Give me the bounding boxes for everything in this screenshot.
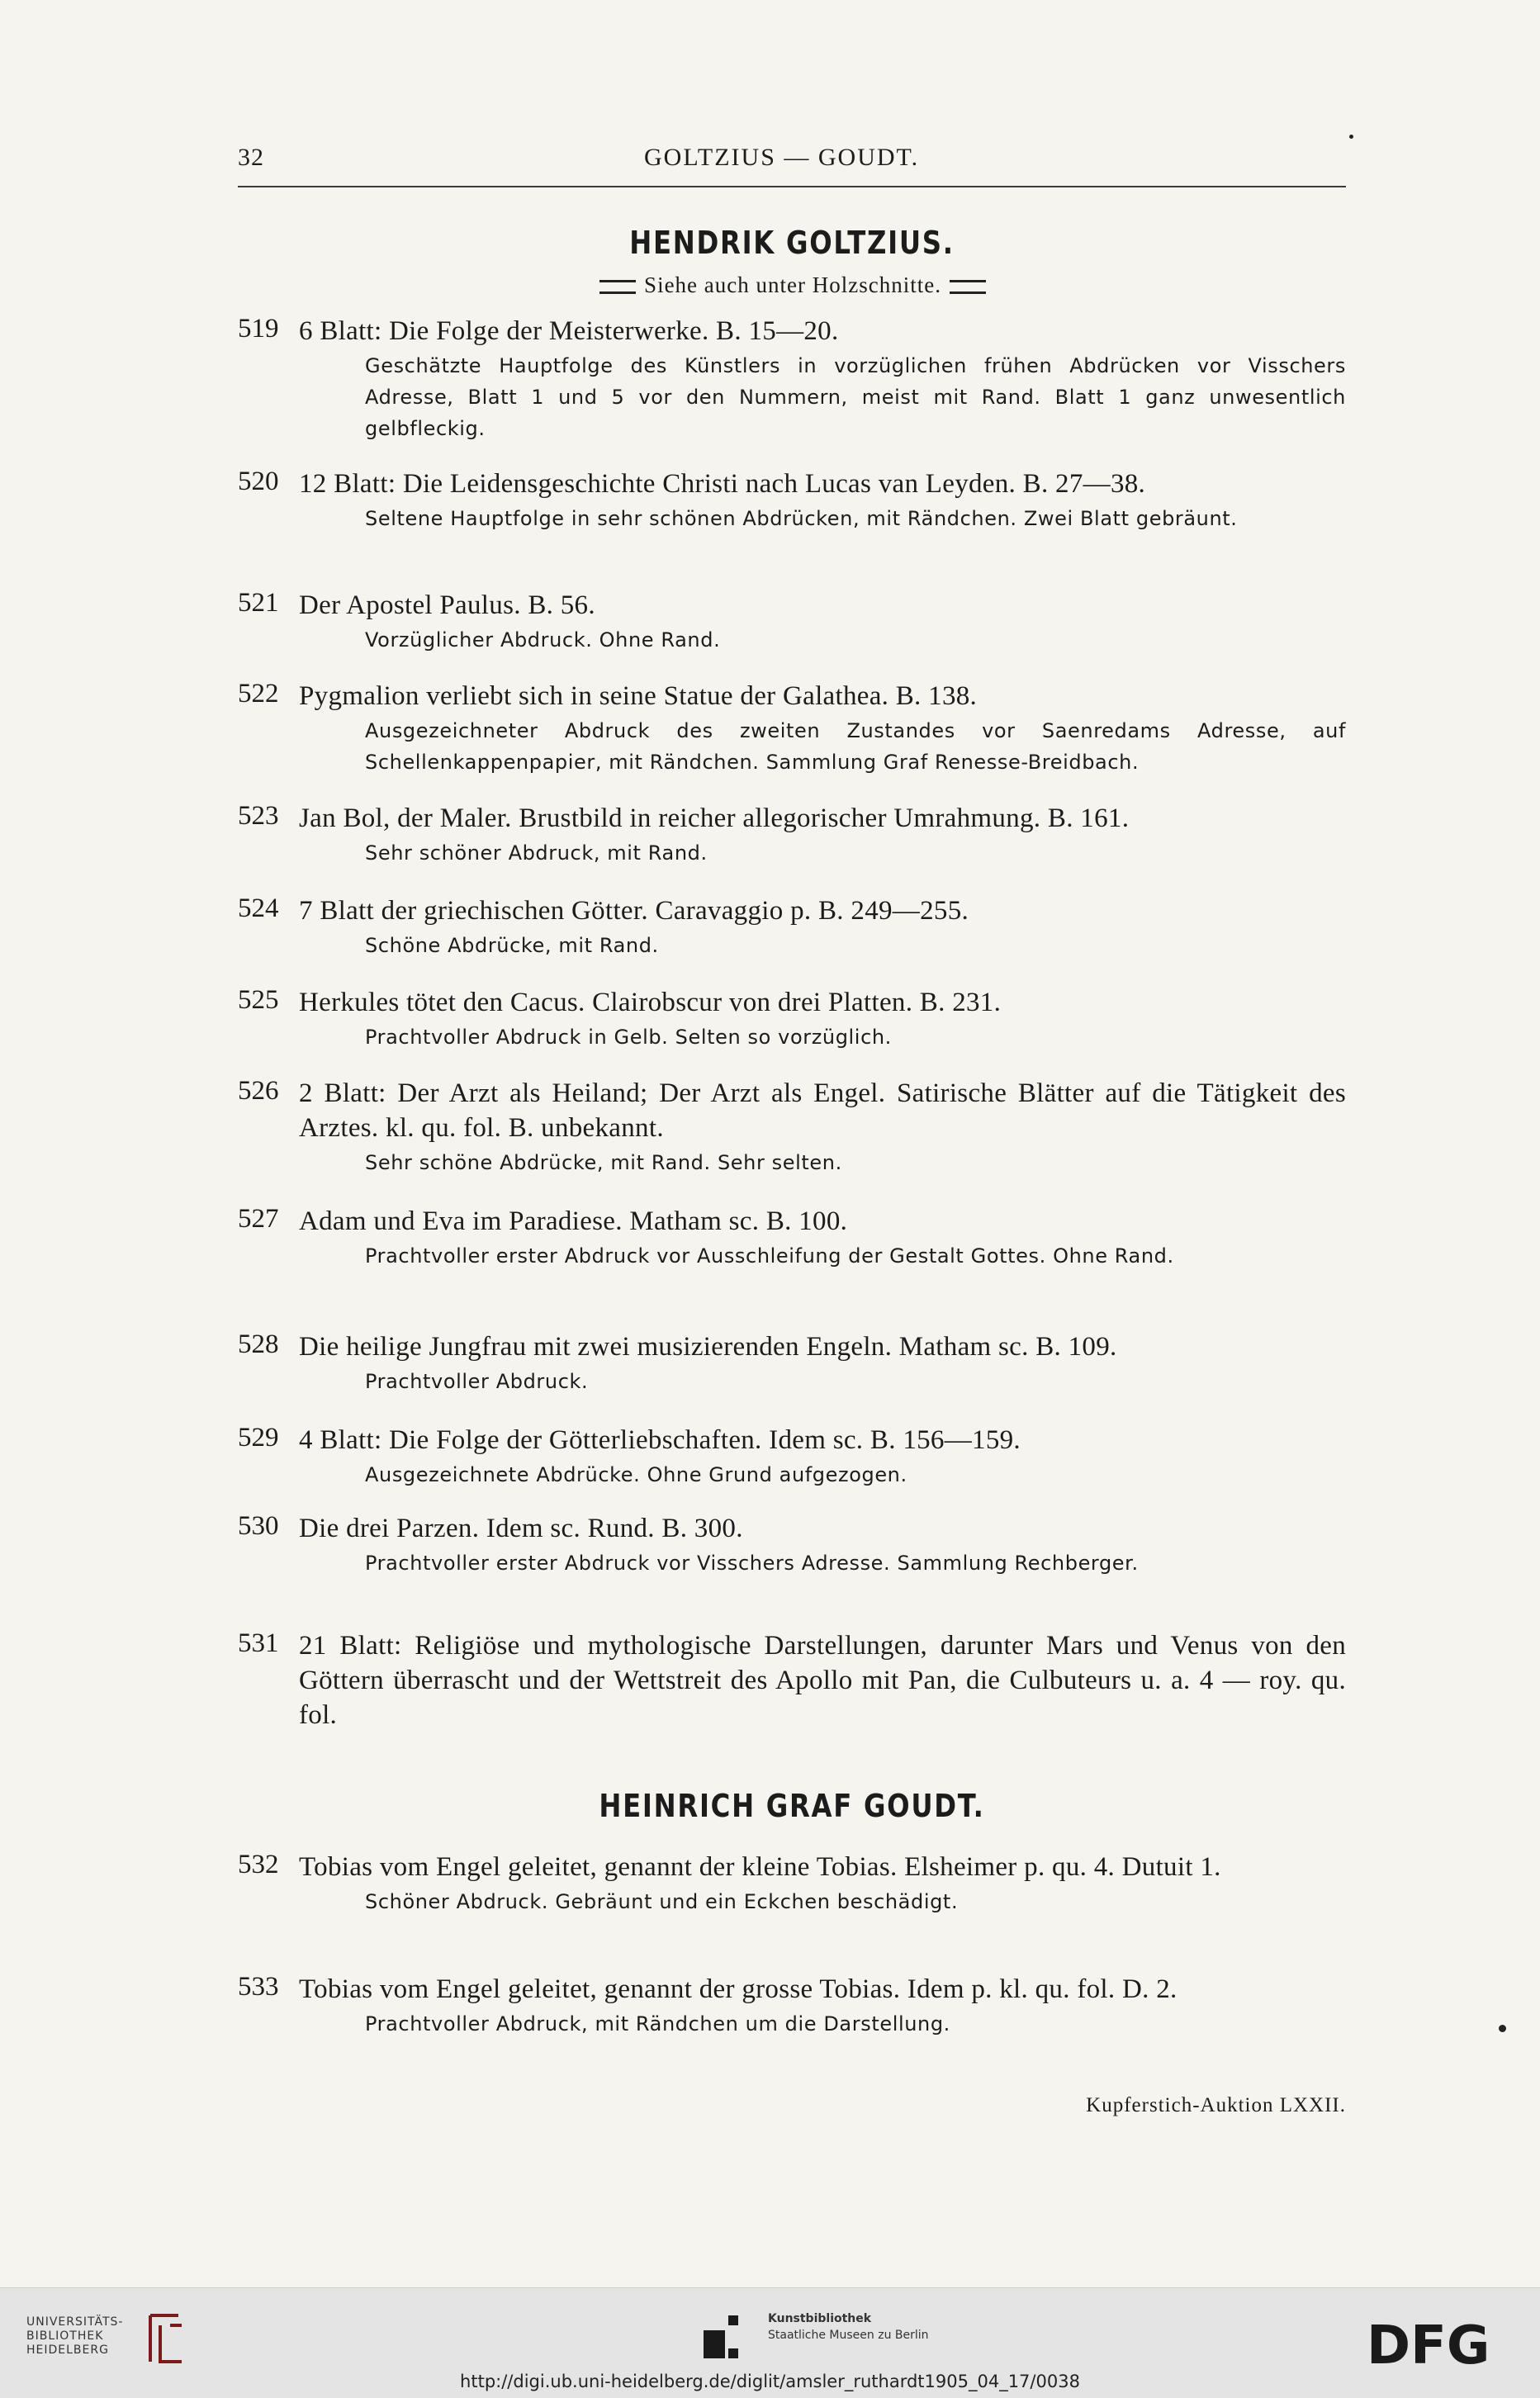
entry-title: Tobias vom Engel geleitet, genannt der kleine Tobias. Elsheimer p. qu. 4. Dutuit 1. bbox=[299, 1852, 1221, 1882]
note-bar-right bbox=[950, 280, 986, 294]
header-rule bbox=[238, 186, 1346, 187]
heidelberg-line: HEIDELBERG bbox=[26, 2344, 109, 2357]
entry-title: 12 Blatt: Die Leidensgeschichte Christi nach Lucas van Leyden. B. 27—38. bbox=[299, 469, 1146, 499]
catalog-entry bbox=[238, 893, 1346, 961]
section-title-goltzius: HENDRIK GOLTZIUS. bbox=[629, 225, 955, 261]
entry-title: 6 Blatt: Die Folge der Meisterwerke. B. 15—20. bbox=[299, 316, 839, 346]
entry-title: 7 Blatt der griechischen Götter. Caravaggio p. B. 249—255. bbox=[299, 896, 969, 926]
page-number: 32 bbox=[238, 144, 264, 171]
catalog-entry bbox=[238, 985, 1346, 1053]
catalog-entry bbox=[238, 1628, 1346, 1732]
footer-note: Kupferstich-Auktion LXXII. bbox=[1086, 2094, 1346, 2116]
kunstbibliothek-label bbox=[768, 2310, 929, 2344]
entry-description: Ausgezeichnete Abdrücke. Ohne Grund aufgezogen. bbox=[365, 1463, 907, 1486]
catalog-entry bbox=[238, 1423, 1346, 1490]
entry-number: 530 bbox=[238, 1511, 279, 1541]
entry-number: 533 bbox=[238, 1972, 279, 2002]
running-title: GOLTZIUS — GOUDT. bbox=[644, 144, 920, 171]
catalog-entry bbox=[238, 1850, 1346, 1917]
heidelberg-emblem-icon bbox=[145, 2309, 187, 2368]
entry-title: 4 Blatt: Die Folge der Götterliebschaften. Idem sc. B. 156—159. bbox=[299, 1425, 1021, 1455]
heidelberg-line: BIBLIOTHEK bbox=[26, 2329, 104, 2343]
catalog-entry bbox=[238, 1329, 1346, 1397]
entry-number: 527 bbox=[238, 1204, 279, 1234]
kb-subtitle: Staatliche Museen zu Berlin bbox=[768, 2329, 929, 2342]
kunstbibliothek-logo-icon[interactable] bbox=[704, 2312, 753, 2362]
entry-number: 521 bbox=[238, 588, 279, 618]
entry-number: 522 bbox=[238, 679, 279, 708]
entry-description: Geschätzte Hauptfolge des Künstlers in vorzüglichen frühen Abdrücken vor Visschers Adresse, Blatt 1 und 5 vor den Nummern, meist mit Rand. Blatt 1 ganz unwesentlich gelbfleckig. bbox=[365, 354, 1346, 440]
entry-description: Vorzüglicher Abdruck. Ohne Rand. bbox=[365, 628, 721, 652]
margin-dot bbox=[1499, 2025, 1506, 2032]
section-note bbox=[578, 272, 1007, 298]
entry-description: Schöne Abdrücke, mit Rand. bbox=[365, 934, 659, 957]
entry-title: Die drei Parzen. Idem sc. Rund. B. 300. bbox=[299, 1514, 743, 1543]
catalog-entry bbox=[238, 588, 1346, 656]
entry-description: Prachtvoller Abdruck, mit Rändchen um die Darstellung. bbox=[365, 2012, 950, 2035]
entry-title: Die heilige Jungfrau mit zwei musizierenden Engeln. Matham sc. B. 109. bbox=[299, 1332, 1117, 1362]
catalog-entry bbox=[238, 1076, 1346, 1178]
heidelberg-line: UNIVERSITÄTS- bbox=[26, 2315, 124, 2329]
entry-title: Der Apostel Paulus. B. 56. bbox=[299, 590, 595, 620]
entry-number: 520 bbox=[238, 467, 279, 496]
entry-title: 21 Blatt: Religiöse und mythologische Darstellungen, darunter Mars und Venus von den Göttern überrascht und der Wettstreit des Apollo mit Pan, die Culbuteurs u. a. 4 — roy. qu. fol. bbox=[299, 1631, 1346, 1730]
catalog-entry bbox=[238, 314, 1346, 444]
dfg-logo[interactable] bbox=[1367, 2319, 1515, 2368]
entry-number: 532 bbox=[238, 1850, 279, 1879]
entry-number: 519 bbox=[238, 314, 279, 344]
entry-description: Seltene Hauptfolge in sehr schönen Abdrücken, mit Rändchen. Zwei Blatt gebräunt. bbox=[365, 507, 1238, 530]
entry-number: 531 bbox=[238, 1628, 279, 1658]
entry-number: 529 bbox=[238, 1423, 279, 1453]
entry-title: 2 Blatt: Der Arzt als Heiland; Der Arzt als Engel. Satirische Blätter auf die Tätigkeit des Arztes. kl. qu. fol. B. unbekannt. bbox=[299, 1078, 1346, 1143]
entry-title: Pygmalion verliebt sich in seine Statue der Galathea. B. 138. bbox=[299, 681, 978, 711]
entry-description: Sehr schöner Abdruck, mit Rand. bbox=[365, 841, 708, 865]
catalog-entry bbox=[238, 801, 1346, 869]
note-bar-left bbox=[599, 280, 636, 294]
catalog-entry bbox=[238, 467, 1346, 534]
heidelberg-library-logo[interactable] bbox=[26, 2315, 123, 2358]
entry-number: 526 bbox=[238, 1076, 279, 1106]
entry-title: Tobias vom Engel geleitet, genannt der grosse Tobias. Idem p. kl. qu. fol. D. 2. bbox=[299, 1974, 1178, 2004]
dfg-text: DFG bbox=[1367, 2319, 1490, 2368]
entry-description: Ausgezeichneter Abdruck des zweiten Zustandes vor Saenredams Adresse, auf Schellenkappenpapier, mit Rändchen. Sammlung Graf Renesse-Breidbach. bbox=[365, 719, 1346, 774]
entry-description: Schöner Abdruck. Gebräunt und ein Eckchen beschädigt. bbox=[365, 1890, 959, 1913]
entry-description: Prachtvoller erster Abdruck vor Ausschleifung der Gestalt Gottes. Ohne Rand. bbox=[365, 1244, 1174, 1268]
entry-number: 528 bbox=[238, 1329, 279, 1359]
kb-title: Kunstbibliothek bbox=[768, 2312, 872, 2325]
note-text: Siehe auch unter Holzschnitte. bbox=[644, 272, 941, 297]
catalog-entry bbox=[238, 1511, 1346, 1579]
catalog-entry bbox=[238, 679, 1346, 778]
margin-dot bbox=[1349, 135, 1353, 139]
section-title-goudt: HEINRICH GRAF GOUDT. bbox=[599, 1788, 985, 1824]
entry-number: 523 bbox=[238, 801, 279, 831]
page-url-link[interactable]: http://digi.ub.uni-heidelberg.de/diglit/amsler_ruthardt1905_04_17/0038 bbox=[460, 2372, 1080, 2391]
entry-description: Prachtvoller erster Abdruck vor Visschers Adresse. Sammlung Rechberger. bbox=[365, 1552, 1139, 1575]
catalog-entry bbox=[238, 1204, 1346, 1272]
entry-number: 524 bbox=[238, 893, 279, 923]
entry-title: Adam und Eva im Paradiese. Matham sc. B. 100. bbox=[299, 1206, 848, 1236]
entry-description: Prachtvoller Abdruck. bbox=[365, 1370, 589, 1393]
entry-description: Sehr schöne Abdrücke, mit Rand. Sehr selten. bbox=[365, 1151, 842, 1174]
entry-number: 525 bbox=[238, 985, 279, 1015]
catalog-entry bbox=[238, 1972, 1346, 2040]
entry-title: Herkules tötet den Cacus. Clairobscur von drei Platten. B. 231. bbox=[299, 988, 1002, 1017]
entry-title: Jan Bol, der Maler. Brustbild in reicher allegorischer Umrahmung. B. 161. bbox=[299, 803, 1130, 833]
entry-description: Prachtvoller Abdruck in Gelb. Selten so vorzüglich. bbox=[365, 1026, 892, 1049]
